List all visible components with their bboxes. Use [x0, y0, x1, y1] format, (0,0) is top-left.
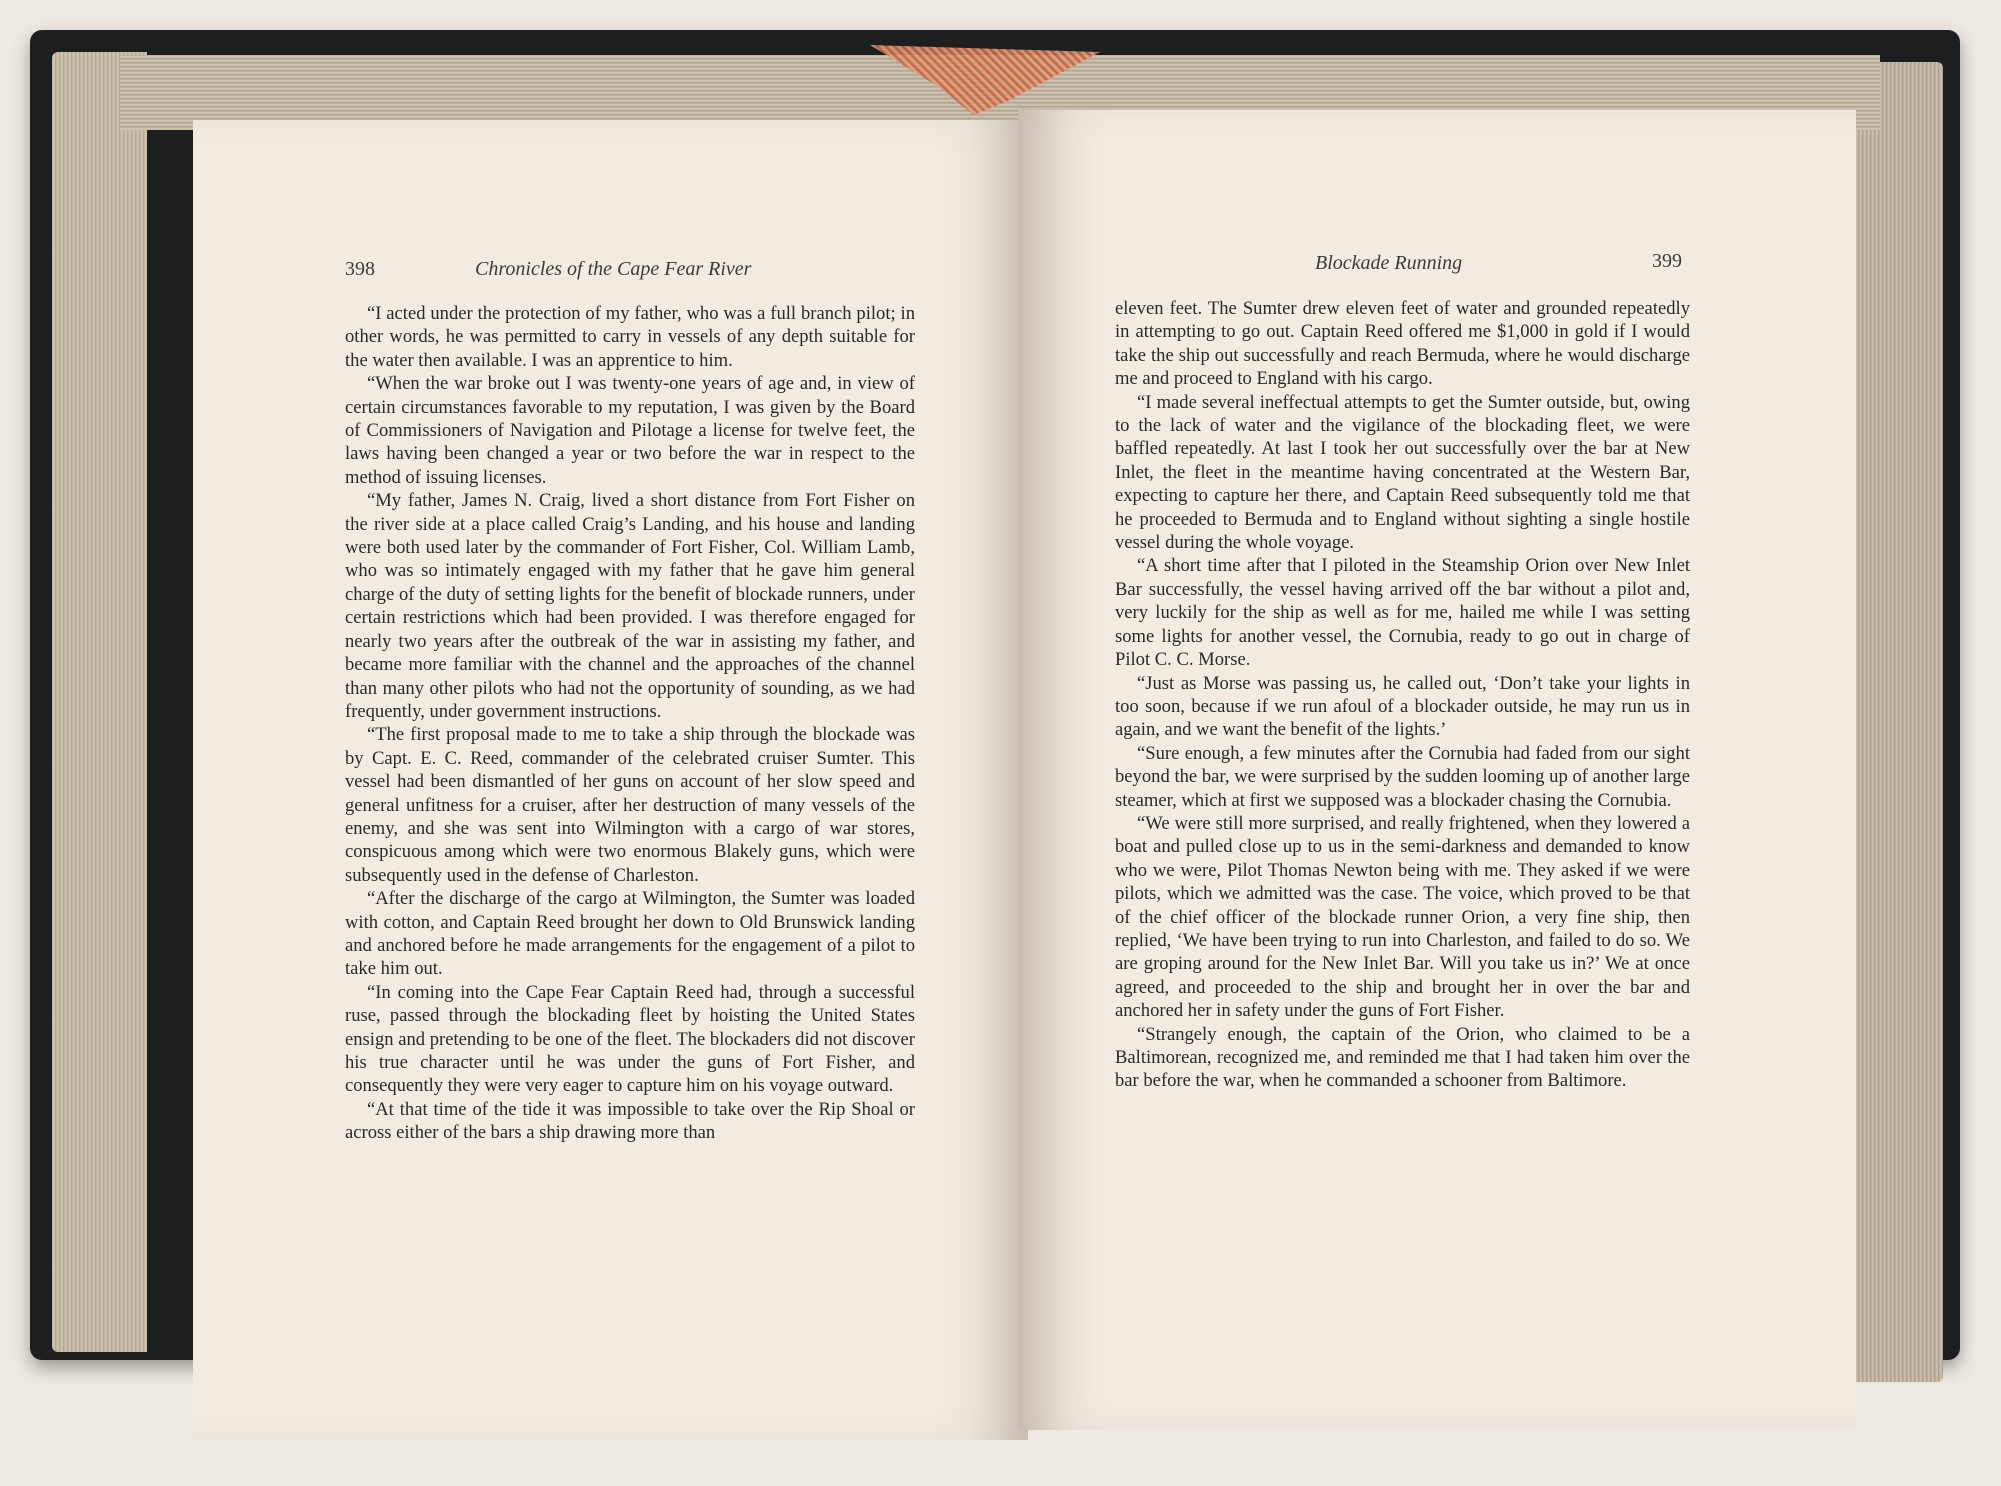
- paragraph: “I acted under the protection of my father, who was a full branch pilot; in other words, he was permitted to carry in vessels of any depth suitable for the water then available. I was an apprentice to him.: [345, 303, 915, 371]
- paragraph: “I made several ineffectual attempts to get the Sumter outside, but, owing to the lack of water and the vigilance of the blockading fleet, we were baffled repeatedly. At last I took her out successfully over the bar at New Inlet, the fleet in the meantime having concentrated at the Western Bar, expecting to capture her there, and Captain Reed subsequently told me that he proceeded to Bermuda and to England without sighting a single hostile vessel during the whole voyage.: [1115, 391, 1690, 554]
- paragraph: “At that time of the tide it was impossible to take over the Rip Shoal or across either of the bars a ship drawing more than: [345, 1098, 915, 1144]
- right-page-number: 399: [1652, 250, 1682, 272]
- paragraph: “Strangely enough, the captain of the Orion, who claimed to be a Baltimorean, recognized me, and reminded me that I had taken him over the bar before the war, when he commanded a schooner from Baltimore.: [1115, 1023, 1690, 1092]
- paragraph: “My father, James N. Craig, lived a short distance from Fort Fisher on the river side at a place called Craig’s Landing, and his house and landing were both used later by the commander of Fort Fisher, Col. William Lamb, who was so intimately engaged with my father that he gave him general charge of the duty of setting lights for the benefit of blockade runners, under certain restrictions which had been provided. I was therefore engaged for nearly two years after the outbreak of the war in assisting my father, and became more familiar with the channel and the approaches of the channel than many other pilots who had not the opportunity of sounding, as we had frequently, under government instructions.: [345, 490, 915, 722]
- paragraph: “The first proposal made to me to take a ship through the blockade was by Capt. E. C. Reed, commander of the celebrated cruiser Sumter. This vessel had been dismantled of her guns on account of her slow speed and general unfitness for a cruiser, after her destruction of many vessels of the enemy, and she was sent into Wilmington with a cargo of war stores, conspicuous among which were two enormous Blakely guns, which were subsequently used in the defense of Charleston.: [345, 724, 915, 886]
- paragraph: “In coming into the Cape Fear Captain Reed had, through a successful ruse, passed through the blockading fleet by hoisting the United States ensign and pretending to be one of the fleet. The blockaders did not discover his true character until he was under the guns of Fort Fisher, and consequently they were very eager to capture him on his voyage outward.: [345, 981, 915, 1097]
- paragraph: “We were still more surprised, and really frightened, when they lowered a boat and pulled close up to us in the semi-darkness and demanded to know who we were, Pilot Thomas Newton being with me. They asked if we were pilots, which we admitted was the case. The voice, which proved to be that of the chief officer of the blockade runner Orion, a very fine ship, then replied, ‘We have been trying to run into Charleston, and failed to do so. We are groping around for the New Inlet Bar. Will you take us in?’ We at once agreed, and proceeded to the ship and brought her in over the bar and anchored her in safety under the guns of Fort Fisher.: [1115, 812, 1690, 1022]
- page-edges-left: [52, 52, 147, 1352]
- left-page-number: 398: [345, 258, 375, 280]
- paragraph: “A short time after that I piloted in the Steamship Orion over New Inlet Bar successfully, the vessel having arrived off the bar without a pilot and, very luckily for the ship as well as for me, hailed me while I was setting some lights for another vessel, the Cornubia, ready to go out in charge of Pilot C. C. Morse.: [1115, 555, 1690, 671]
- left-running-head: Chronicles of the Cape Fear River: [475, 258, 752, 280]
- right-running-head: Blockade Running: [1315, 252, 1463, 274]
- paragraph: eleven feet. The Sumter drew eleven feet of water and grounded repeatedly in attempting to go out. Captain Reed offered me $1,000 in gold if I would take the ship out successfully and reach Bermuda, where he would discharge me and proceed to England with his cargo.: [1115, 298, 1690, 390]
- paragraph: “After the discharge of the cargo at Wilmington, the Sumter was loaded with cotton, and Captain Reed brought her down to Old Brunswick landing and anchored before he made arrangements for the engagement of a pilot to take him out.: [345, 888, 915, 980]
- left-page-body: [345, 302, 915, 1145]
- paragraph: “When the war broke out I was twenty-one years of age and, in view of certain circumstances favorable to my reputation, I was given by the Board of Commissioners of Navigation and Pilotage a license for twelve feet, the laws having been changed a year or two before the war in respect to the method of issuing licenses.: [345, 373, 915, 488]
- paragraph: “Just as Morse was passing us, he called out, ‘Don’t take your lights in too soon, because if we run afoul of a blockader outside, he may run us in again, and we want the benefit of the lights.’: [1115, 672, 1690, 741]
- paragraph: “Sure enough, a few minutes after the Cornubia had faded from our sight beyond the bar, we were surprised by the sudden looming up of another large steamer, which at first we supposed was a blockader chasing the Cornubia.: [1115, 742, 1690, 811]
- right-page-body: [1115, 297, 1690, 1093]
